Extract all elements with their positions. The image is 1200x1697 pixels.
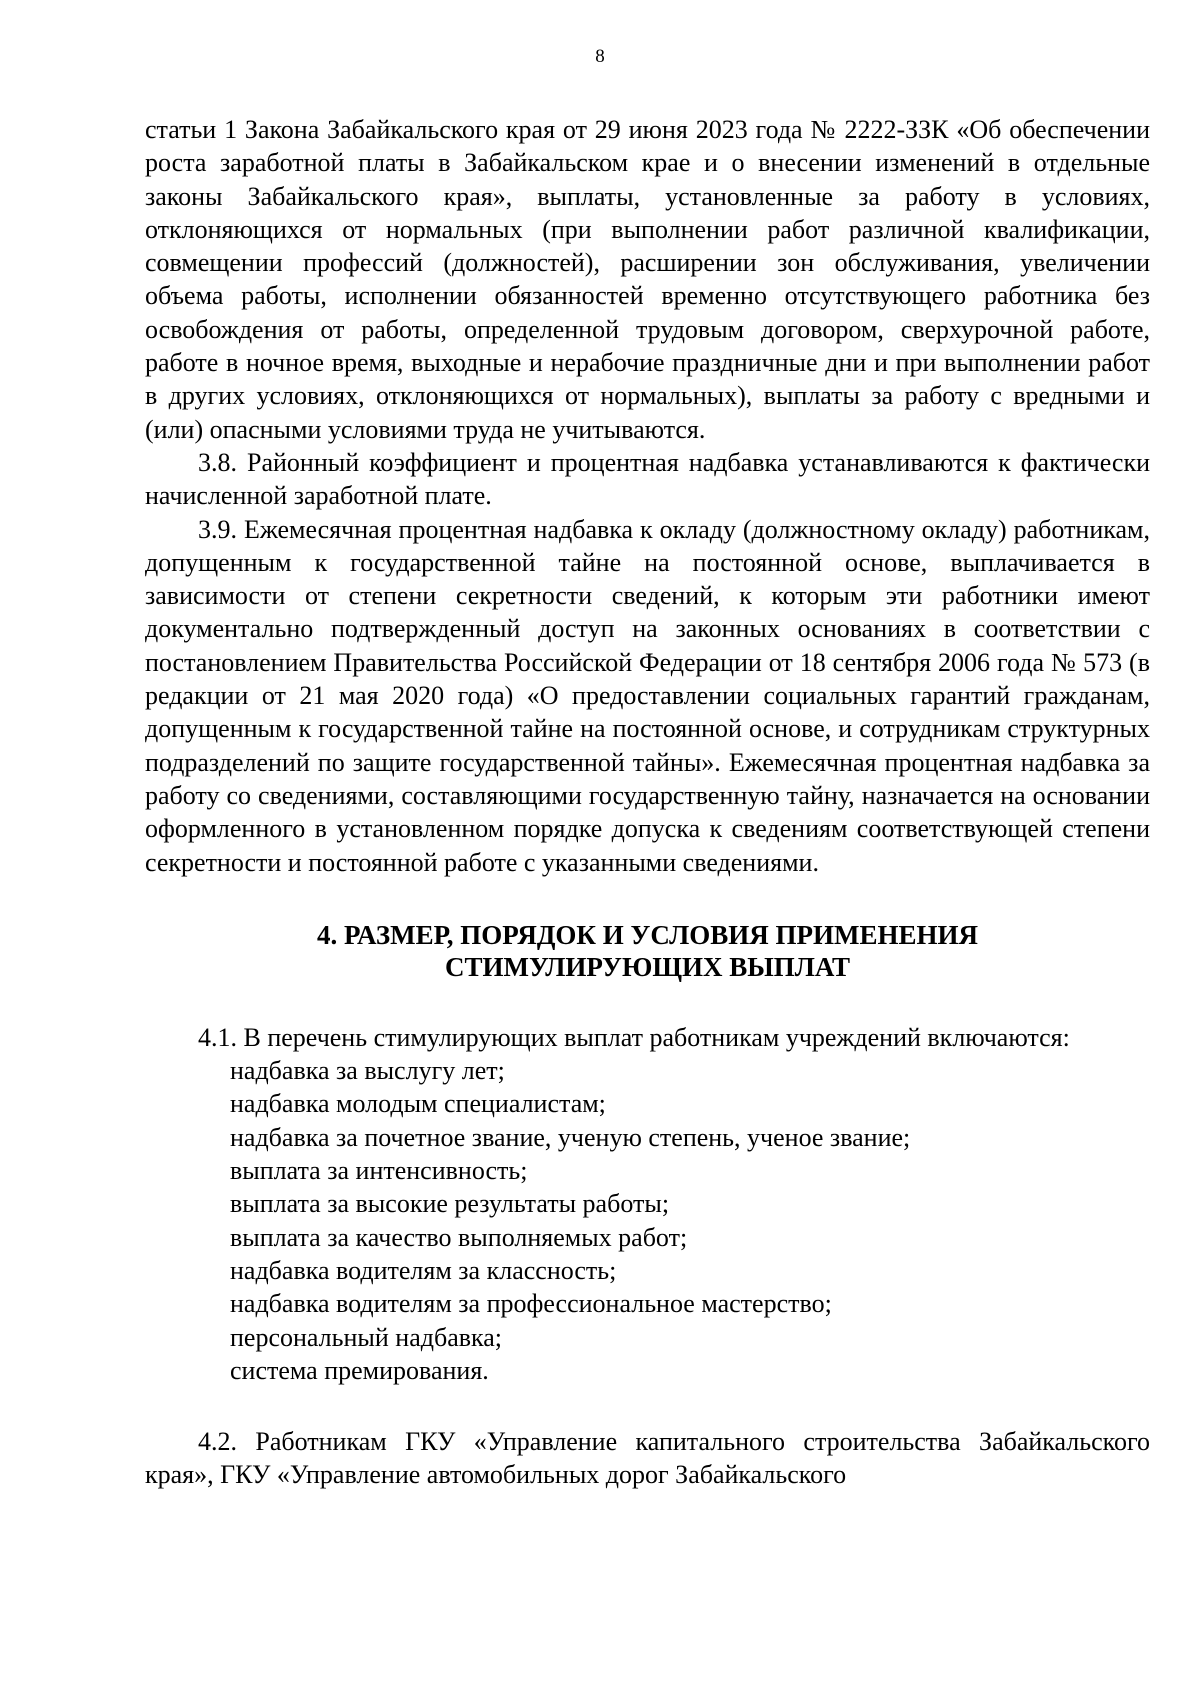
document-body [145, 113, 1150, 1492]
list-item: надбавка молодым специалистам; [230, 1089, 606, 1119]
page-number: 8 [595, 46, 605, 67]
section-heading [145, 919, 1150, 983]
section-heading-line-1: 4. РАЗМЕР, ПОРЯДОК И УСЛОВИЯ ПРИМЕНЕНИЯ [316, 919, 979, 950]
list-item: надбавка водителям за классность; [230, 1255, 617, 1285]
list-item: выплата за качество выполняемых работ; [230, 1222, 688, 1252]
incentive-payments-list [145, 1054, 1150, 1387]
list-item: выплата за высокие результаты работы; [230, 1189, 670, 1219]
list-item: надбавка за почетное звание, ученую степень, ученое звание; [230, 1122, 911, 1152]
paragraph-continuation: статьи 1 Закона Забайкальского края от 29 июня 2023 года № 2222-ЗЗК «Об обеспечении роста заработной платы в Забайкальском крае и о внесении изменений в отдельные законы Забайкальского края», выплаты, установленные за работу в условиях, отклоняющихся от нормальных (при выполнении работ различной квалификации, совмещении профессий (должностей), расширении зон обслуживания, увеличении объема работы, исполнении обязанностей временно отсутствующего работника без освобождения от работы, определенной трудовым договором, сверхурочной работе, работе в ночное время, выходные и нерабочие праздничные дни и при выполнении работ в других условиях, отклоняющихся от нормальных), выплаты за работу с вредными и (или) опасными условиями труда не учитываются. [145, 115, 1150, 444]
list-item: система премирования. [230, 1355, 489, 1385]
paragraph-3-9: 3.9. Ежемесячная процентная надбавка к окладу (должностному окладу) работникам, допущенным к государственной тайне на постоянной основе, выплачивается в зависимости от степени секретности сведений, к которым эти работники имеют документально подтвержденный доступ на законных основаниях в соответствии с постановлением Правительства Российской Федерации от 18 сентября 2006 года № 573 (в редакции от 21 мая 2020 года) «О предоставлении социальных гарантий гражданам, допущенным к государственной тайне на постоянной основе, и сотрудникам структурных подразделений по защите государственной тайны». Ежемесячная процентная надбавка за работу со сведениями, составляющими государственную тайну, назначается на основании оформленного в установленном порядке допуска к сведениям соответствующей степени секретности и постоянной работе с указанными сведениями. [145, 514, 1150, 877]
paragraph-4-1: 4.1. В перечень стимулирующих выплат работникам учреждений включаются: [198, 1022, 1070, 1052]
spacer [145, 1387, 1150, 1425]
section-heading-line-2: СТИМУЛИРУЮЩИХ ВЫПЛАТ [444, 951, 851, 982]
list-item: персональный надбавка; [230, 1322, 503, 1352]
list-item: надбавка за выслугу лет; [230, 1056, 505, 1086]
list-item: выплата за интенсивность; [230, 1156, 528, 1186]
list-item: надбавка водителям за профессиональное мастерство; [230, 1289, 832, 1319]
paragraph-4-2: 4.2. Работникам ГКУ «Управление капитального строительства Забайкальского края», ГКУ «Управление автомобильных дорог Забайкальского [145, 1427, 1150, 1490]
paragraph-3-8: 3.8. Районный коэффициент и процентная надбавка устанавливаются к фактически начисленной заработной плате. [145, 447, 1150, 511]
